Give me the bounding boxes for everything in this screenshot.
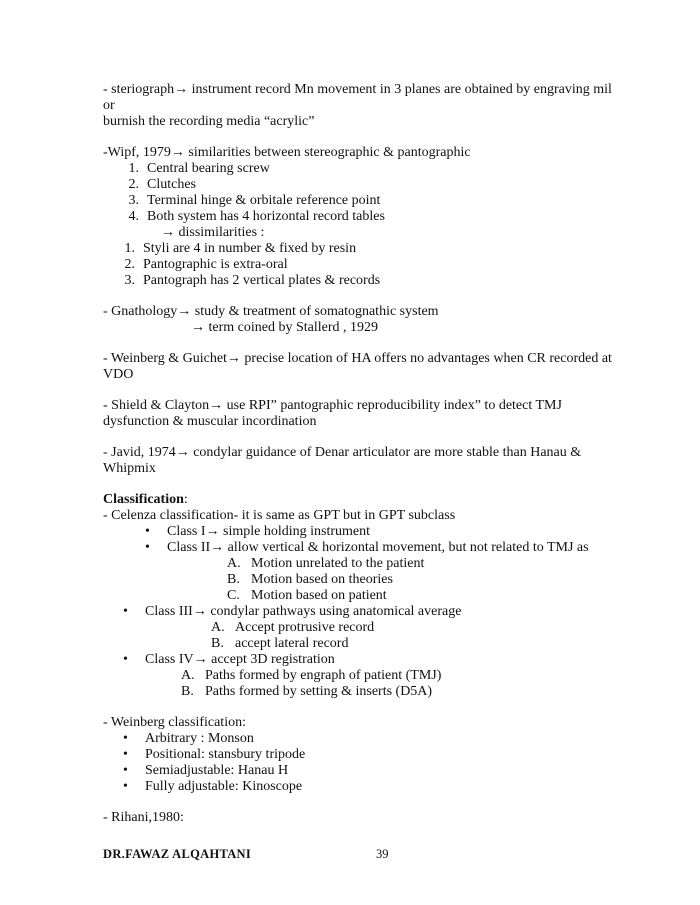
wipf-heading: -Wipf, 1979→ similarities between stereographic & pantographic bbox=[103, 145, 471, 160]
text-line: burnish the recording media “acrylic” bbox=[103, 114, 315, 129]
list-item: B. Motion based on theories bbox=[227, 572, 393, 587]
weinberg-classification-heading: - Weinberg classification: bbox=[103, 715, 246, 730]
list-item: 1. Styli are 4 in number & fixed by resin bbox=[124, 241, 357, 256]
list-item: 2. Clutches bbox=[128, 177, 196, 192]
list-item: • Positional: stansbury tripode bbox=[123, 747, 306, 762]
page-content bbox=[103, 82, 623, 826]
footer-author: DR.FAWAZ ALQAHTANI bbox=[103, 847, 252, 861]
list-item: • Arbitrary : Monson bbox=[123, 731, 254, 746]
text-line: → term coined by Stallerd , 1929 bbox=[191, 320, 379, 335]
list-item: A. Paths formed by engraph of patient (TMJ) bbox=[181, 668, 442, 683]
weinberg-guichet-paragraph bbox=[103, 351, 623, 383]
text-line: Whipmix bbox=[103, 461, 156, 476]
shield-clayton-paragraph bbox=[103, 398, 623, 430]
text-line: dysfunction & muscular incordination bbox=[103, 414, 317, 429]
list-item: • Fully adjustable: Kinoscope bbox=[123, 779, 303, 794]
list-item: 3. Pantograph has 2 vertical plates & records bbox=[124, 273, 381, 288]
list-item: 4. Both system has 4 horizontal record tables bbox=[128, 209, 385, 224]
steriograph-paragraph bbox=[103, 82, 623, 130]
page-number: 39 bbox=[376, 847, 389, 861]
text-line: - steriograph→ instrument record Mn movement in 3 planes are obtained by engraving mil or bbox=[103, 82, 612, 113]
list-item: • Class II→ allow vertical & horizontal movement, but not related to TMJ as bbox=[145, 540, 589, 555]
text-line: VDO bbox=[103, 367, 134, 382]
list-item: B. accept lateral record bbox=[211, 636, 349, 651]
rihani-line: - Rihani,1980: bbox=[103, 810, 184, 825]
list-item: B. Paths formed by setting & inserts (D5A) bbox=[181, 684, 433, 699]
text-line: - Javid, 1974→ condylar guidance of Denar articulator are more stable than Hanau & bbox=[103, 445, 582, 460]
text-line: - Shield & Clayton→ use RPI” pantographic reproducibility index” to detect TMJ bbox=[103, 398, 562, 413]
javid-paragraph bbox=[103, 445, 623, 477]
list-item: 3. Terminal hinge & orbitale reference point bbox=[128, 193, 381, 208]
list-item: • Class III→ condylar pathways using anatomical average bbox=[123, 604, 462, 619]
text-line: - Gnathology→ study & treatment of somatognathic system bbox=[103, 304, 439, 319]
text-line: - Weinberg & Guichet→ precise location of HA offers no advantages when CR recorded at bbox=[103, 351, 612, 366]
list-item: 1. Central bearing screw bbox=[128, 161, 270, 176]
list-item: • Class I→ simple holding instrument bbox=[145, 524, 370, 539]
wipf-section bbox=[103, 145, 623, 289]
classification-section bbox=[103, 492, 623, 700]
list-item: A. Accept protrusive record bbox=[211, 620, 375, 635]
dissimilarities-label: → dissimilarities : bbox=[161, 225, 265, 240]
celenza-line: - Celenza classification- it is same as GPT but in GPT subclass bbox=[103, 508, 456, 523]
list-item: • Semiadjustable: Hanau H bbox=[123, 763, 289, 778]
gnathology-paragraph bbox=[103, 304, 623, 336]
classification-heading: Classification: bbox=[103, 492, 188, 507]
list-item: 2. Pantographic is extra-oral bbox=[124, 257, 288, 272]
list-item: C. Motion based on patient bbox=[227, 588, 387, 603]
weinberg-classification-section bbox=[103, 715, 623, 795]
list-item: A. Motion unrelated to the patient bbox=[227, 556, 425, 571]
list-item: • Class IV→ accept 3D registration bbox=[123, 652, 335, 667]
